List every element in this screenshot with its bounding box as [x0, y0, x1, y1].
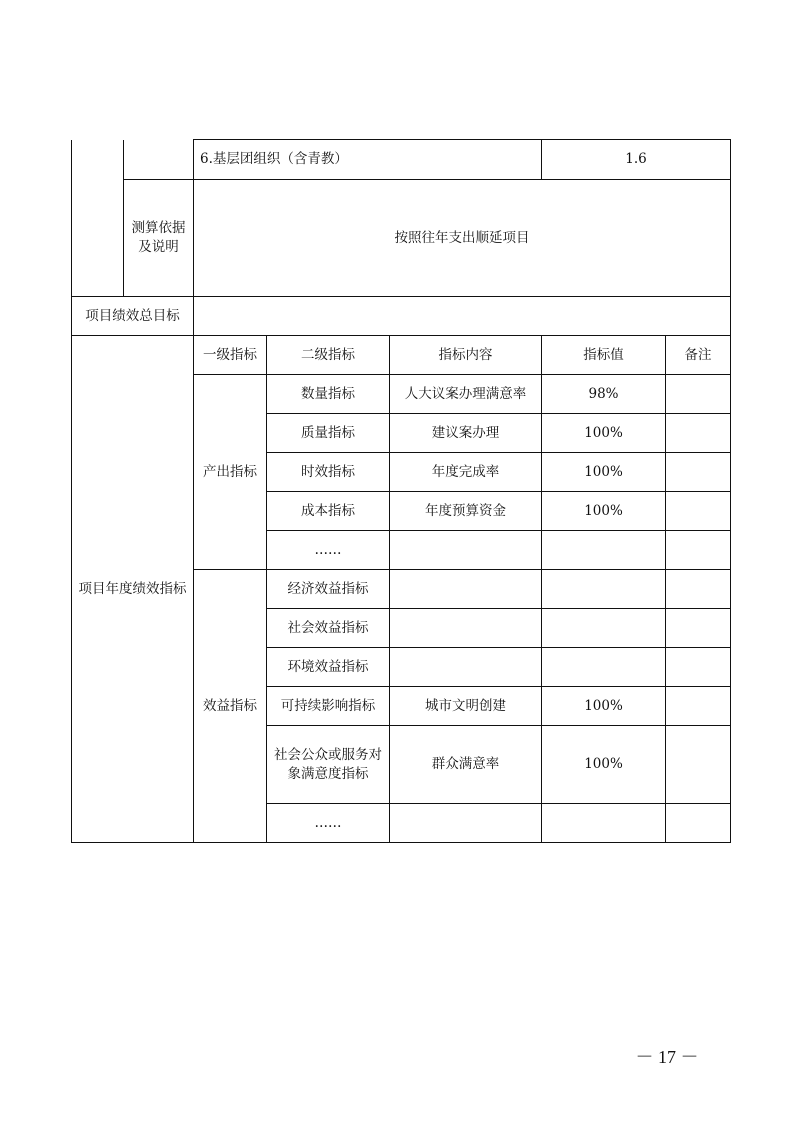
output-content: 年度完成率 [390, 453, 542, 492]
benefit-content: 群众满意率 [390, 726, 542, 804]
output-content: 建议案办理 [390, 414, 542, 453]
benefit-level2: 环境效益指标 [267, 648, 390, 687]
benefit-value: 100% [542, 687, 666, 726]
benefit-level2: 经济效益指标 [267, 570, 390, 609]
output-note [666, 453, 731, 492]
page-number: － 17 － [635, 1047, 699, 1067]
header-note: 备注 [666, 336, 731, 375]
output-value: 100% [542, 492, 666, 531]
blank-left-cell [72, 140, 124, 297]
output-note [666, 375, 731, 414]
benefit-level2: 社会效益指标 [267, 609, 390, 648]
benefit-value [542, 648, 666, 687]
output-value: 100% [542, 453, 666, 492]
benefit-content [390, 648, 542, 687]
budget-item-label: 6.基层团组织（含青教） [194, 140, 542, 180]
benefit-note [666, 570, 731, 609]
benefit-note [666, 648, 731, 687]
overall-goal-label: 项目绩效总目标 [72, 297, 194, 336]
benefit-content [390, 570, 542, 609]
benefit-content: 城市文明创建 [390, 687, 542, 726]
benefit-note [666, 804, 731, 843]
output-content: 人大议案办理满意率 [390, 375, 542, 414]
benefit-value: 100% [542, 726, 666, 804]
benefit-value [542, 609, 666, 648]
output-value: 98% [542, 375, 666, 414]
output-level2: 时效指标 [267, 453, 390, 492]
benefit-level2: 可持续影响指标 [267, 687, 390, 726]
output-content: 年度预算资金 [390, 492, 542, 531]
output-note [666, 531, 731, 570]
benefit-value [542, 804, 666, 843]
benefit-level2: …… [267, 804, 390, 843]
header-content: 指标内容 [390, 336, 542, 375]
benefit-note [666, 609, 731, 648]
output-note [666, 414, 731, 453]
benefit-content [390, 804, 542, 843]
benefit-content [390, 609, 542, 648]
output-value [542, 531, 666, 570]
benefit-value [542, 570, 666, 609]
output-level2: 数量指标 [267, 375, 390, 414]
output-level2: 质量指标 [267, 414, 390, 453]
output-content [390, 531, 542, 570]
output-level2: …… [267, 531, 390, 570]
header-level1: 一级指标 [194, 336, 267, 375]
budget-item-value: 1.6 [542, 140, 731, 180]
basis-label: 测算依据及说明 [124, 180, 194, 297]
benefit-note [666, 687, 731, 726]
output-level2: 成本指标 [267, 492, 390, 531]
output-value: 100% [542, 414, 666, 453]
output-indicator-label: 产出指标 [194, 375, 267, 570]
benefit-level2: 社会公众或服务对象满意度指标 [267, 726, 390, 804]
output-note [666, 492, 731, 531]
overall-goal-value [194, 297, 731, 336]
header-level2: 二级指标 [267, 336, 390, 375]
annual-indicator-label: 项目年度绩效指标 [72, 336, 194, 843]
basis-text: 按照往年支出顺延项目 [194, 180, 731, 297]
benefit-indicator-label: 效益指标 [194, 570, 267, 843]
performance-table [71, 139, 731, 843]
header-value: 指标值 [542, 336, 666, 375]
blank-sub-cell [124, 140, 194, 180]
benefit-note [666, 726, 731, 804]
